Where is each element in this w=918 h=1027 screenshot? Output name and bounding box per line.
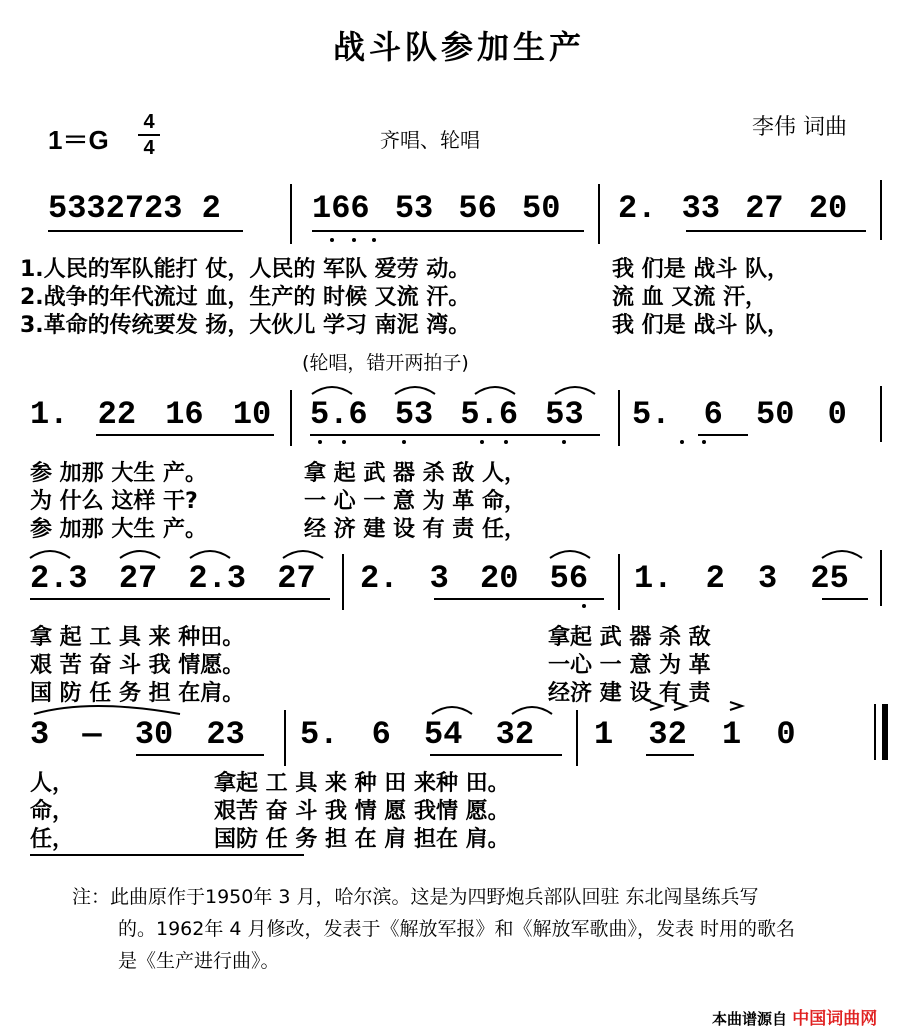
lower-octave-dot bbox=[342, 440, 346, 444]
source-footer bbox=[712, 1004, 877, 1027]
row3-lyric-verse1: 拿 起 工 具 来 种田。 bbox=[30, 625, 245, 650]
tie bbox=[34, 706, 180, 714]
end-rule bbox=[30, 854, 304, 856]
slur bbox=[822, 551, 862, 558]
row1-lyric-verse3: 3.革命的传统要发 扬，大伙儿 学习 南泥 湾。 bbox=[20, 313, 471, 338]
lower-octave-dot bbox=[480, 440, 484, 444]
row2-lyric-verse1: 参 加那 大生 产。 bbox=[30, 461, 207, 486]
row1-measure3-notes: 2. 33 27 20 bbox=[618, 190, 848, 227]
accent bbox=[674, 702, 686, 710]
slur bbox=[550, 551, 590, 558]
round-annotation: (轮唱，错开两拍子) bbox=[302, 352, 469, 374]
row3-measure1-notes: 2.3 27 2.3 27 bbox=[30, 560, 316, 597]
slur bbox=[283, 551, 323, 558]
slur bbox=[120, 551, 160, 558]
performance-style: 齐唱、轮唱 bbox=[380, 128, 480, 152]
row2-lyric-verse3: 参 加那 大生 产。 bbox=[30, 517, 207, 542]
lower-octave-dot bbox=[318, 440, 322, 444]
lower-octave-dot bbox=[352, 238, 356, 242]
lower-octave-dot bbox=[582, 604, 586, 608]
row2-lyric-b-verse2: 一 心 一 意 为 革 命， bbox=[304, 489, 526, 514]
row1-measure1-notes: 5332723 2 bbox=[48, 190, 221, 227]
lower-octave-dot bbox=[680, 440, 684, 444]
lower-octave-dot bbox=[330, 238, 334, 242]
row3-lyric-b-verse1: 拿起 武 器 杀 敌 bbox=[548, 625, 711, 650]
footnote-line-1: 注：此曲原作于1950年 3 月，哈尔滨。这是为四野炮兵部队回驻 东北闯垦练兵写 bbox=[72, 886, 759, 908]
source-site-link[interactable]: 中国词曲网 bbox=[792, 1009, 878, 1027]
row4-lyric-verse1: 人， bbox=[30, 771, 75, 796]
row4-measure3-notes: 1 32 1 0 bbox=[594, 716, 796, 753]
lower-octave-dot bbox=[402, 440, 406, 444]
row1-lyric-b-verse1: 我 们是 战斗 队， bbox=[612, 257, 789, 282]
row1-lyric-verse2: 2.战争的年代流过 血，生产的 时候 又流 汗。 bbox=[20, 285, 471, 310]
slur bbox=[395, 387, 435, 394]
row2-measure3-notes: 5. 6 50 0 bbox=[632, 396, 847, 433]
row2-measure1-notes: 1. 22 16 10 bbox=[30, 396, 272, 433]
row4-lyric-b-verse2: 艰苦 奋 斗 我 情 愿 我情 愿。 bbox=[214, 799, 510, 824]
key-signature: 1＝G bbox=[48, 125, 109, 155]
song-title: 战斗队参加生产 bbox=[332, 28, 585, 66]
slur bbox=[555, 387, 595, 394]
row2-lyric-verse2: 为 什么 这样 干? bbox=[30, 489, 198, 514]
row3-lyric-b-verse3: 经济 建 设 有 责 bbox=[548, 681, 711, 706]
row3-measure3-notes: 1. 2 3 25 bbox=[634, 560, 849, 597]
lower-octave-dot bbox=[504, 440, 508, 444]
row1-lyric-b-verse3: 我 们是 战斗 队， bbox=[612, 313, 789, 338]
row2-measure2-notes: 5.6 53 5.6 53 bbox=[310, 396, 584, 433]
lower-octave-dot bbox=[702, 440, 706, 444]
row4-lyric-verse3: 任， bbox=[30, 827, 75, 852]
row4-lyric-b-verse3: 国防 任 务 担 在 肩 担在 肩。 bbox=[214, 827, 510, 852]
row3-lyric-verse3: 国 防 任 务 担 在肩。 bbox=[30, 681, 245, 706]
row1-lyric-b-verse2: 流 血 又流 汗， bbox=[612, 285, 767, 310]
row1-measure2-notes: 166 53 56 50 bbox=[312, 190, 561, 227]
lower-octave-dot bbox=[562, 440, 566, 444]
slur bbox=[475, 387, 515, 394]
row4-lyric-verse2: 命， bbox=[30, 799, 75, 824]
source-label: 本曲谱源自 bbox=[712, 1010, 788, 1027]
lower-octave-dot bbox=[372, 238, 376, 242]
slur bbox=[190, 551, 230, 558]
time-signature-top: 4 bbox=[143, 111, 155, 133]
row2-lyric-b-verse1: 拿 起 武 器 杀 敌 人， bbox=[304, 461, 526, 486]
footnote-line-3: 是《生产进行曲》。 bbox=[118, 950, 280, 972]
row3-lyric-verse2: 艰 苦 奋 斗 我 情愿。 bbox=[30, 653, 245, 678]
row3-measure2-notes: 2. 3 20 56 bbox=[360, 560, 589, 597]
slur bbox=[30, 551, 70, 558]
row3-lyric-b-verse2: 一心 一 意 为 革 bbox=[548, 653, 711, 678]
accent bbox=[650, 702, 662, 710]
slur bbox=[432, 707, 472, 714]
accent bbox=[730, 702, 742, 710]
row4-measure2-notes: 5. 6 54 32 bbox=[300, 716, 535, 753]
author-credit: 李伟 词曲 bbox=[752, 115, 847, 140]
slur bbox=[512, 707, 552, 714]
row1-lyric-verse1: 1.人民的军队能打 仗，人民的 军队 爱劳 动。 bbox=[20, 257, 471, 282]
time-signature-bottom: 4 bbox=[143, 137, 155, 159]
row4-measure1-notes: 3 — 30 23 bbox=[30, 716, 245, 753]
row4-lyric-b-verse1: 拿起 工 具 来 种 田 来种 田。 bbox=[214, 771, 510, 796]
row2-lyric-b-verse3: 经 济 建 设 有 责 任， bbox=[304, 517, 526, 542]
slur bbox=[312, 387, 352, 394]
footnote-line-2: 的。1962年 4 月修改，发表于《解放军报》和《解放军歌曲》，发表 时用的歌名 bbox=[118, 918, 796, 940]
